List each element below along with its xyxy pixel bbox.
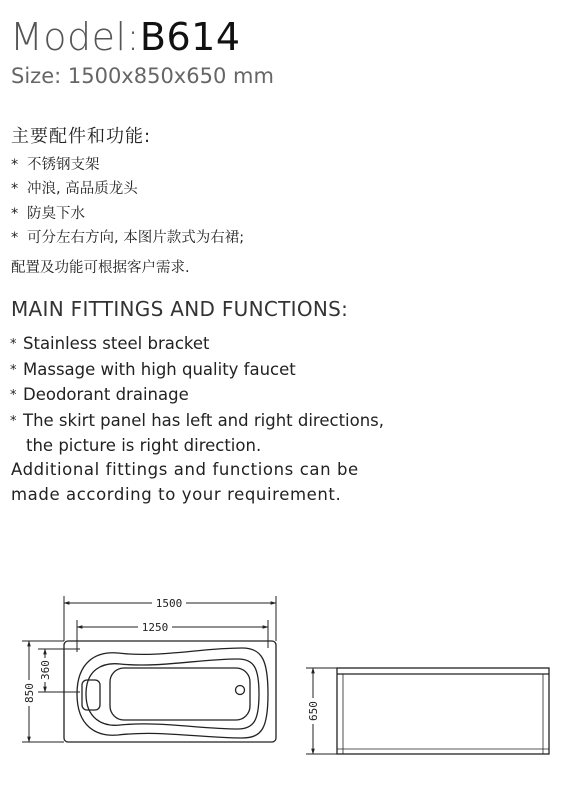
list-item-text: 冲浪, 高品质龙头 xyxy=(27,181,138,198)
chinese-section-title: 主要配件和功能: xyxy=(11,126,152,147)
model-code: B614 xyxy=(139,15,241,59)
tub-side-view xyxy=(337,668,549,754)
tub-basin-inner xyxy=(86,659,259,729)
bullet-star: * xyxy=(10,362,17,378)
list-item-text: Stainless steel bracket xyxy=(23,334,210,353)
bullet-star: * xyxy=(11,230,19,247)
headrest xyxy=(82,680,100,710)
english-note-line: Additional fittings and functions can be xyxy=(11,460,359,479)
dim-depth-inner-label: 360 xyxy=(39,660,52,680)
drain-icon xyxy=(236,686,245,695)
list-item-text: 不锈钢支架 xyxy=(27,157,100,173)
english-note-line: made according to your requirement. xyxy=(11,485,342,504)
english-section-title: MAIN FITTINGS AND FUNCTIONS: xyxy=(11,297,349,321)
list-item-text: 防臭下水 xyxy=(27,205,85,222)
dim-width-label: 850 xyxy=(23,683,36,703)
list-item-continuation: the picture is right direction. xyxy=(26,436,262,456)
list-item-text: 可分左右方向, 本图片款式为右裙; xyxy=(27,230,245,247)
dim-inner-label: 1250 xyxy=(141,621,169,634)
tub-floor xyxy=(110,668,250,720)
chinese-note: 配置及功能可根据客户需求. xyxy=(11,260,190,276)
size-label: Size: 1500x850x650 mm xyxy=(11,64,274,88)
dim-inner xyxy=(77,620,268,652)
bullet-star: * xyxy=(10,337,17,352)
bullet-star: * xyxy=(10,413,17,429)
list-item-text: Deodorant drainage xyxy=(23,385,189,405)
list-item-text: The skirt panel has left and right directions, xyxy=(23,410,385,430)
dim-length-label: 1500 xyxy=(155,597,183,610)
side-panel xyxy=(337,668,549,754)
list-item-text: Massage with high quality faucet xyxy=(23,359,296,379)
bullet-star: * xyxy=(11,205,19,222)
model-label: Model: xyxy=(10,15,140,59)
bullet-star: * xyxy=(11,157,19,173)
bullet-star: * xyxy=(11,181,19,198)
bullet-star: * xyxy=(10,388,17,404)
tub-top-view xyxy=(64,641,276,742)
dim-height-label: 650 xyxy=(307,701,320,721)
